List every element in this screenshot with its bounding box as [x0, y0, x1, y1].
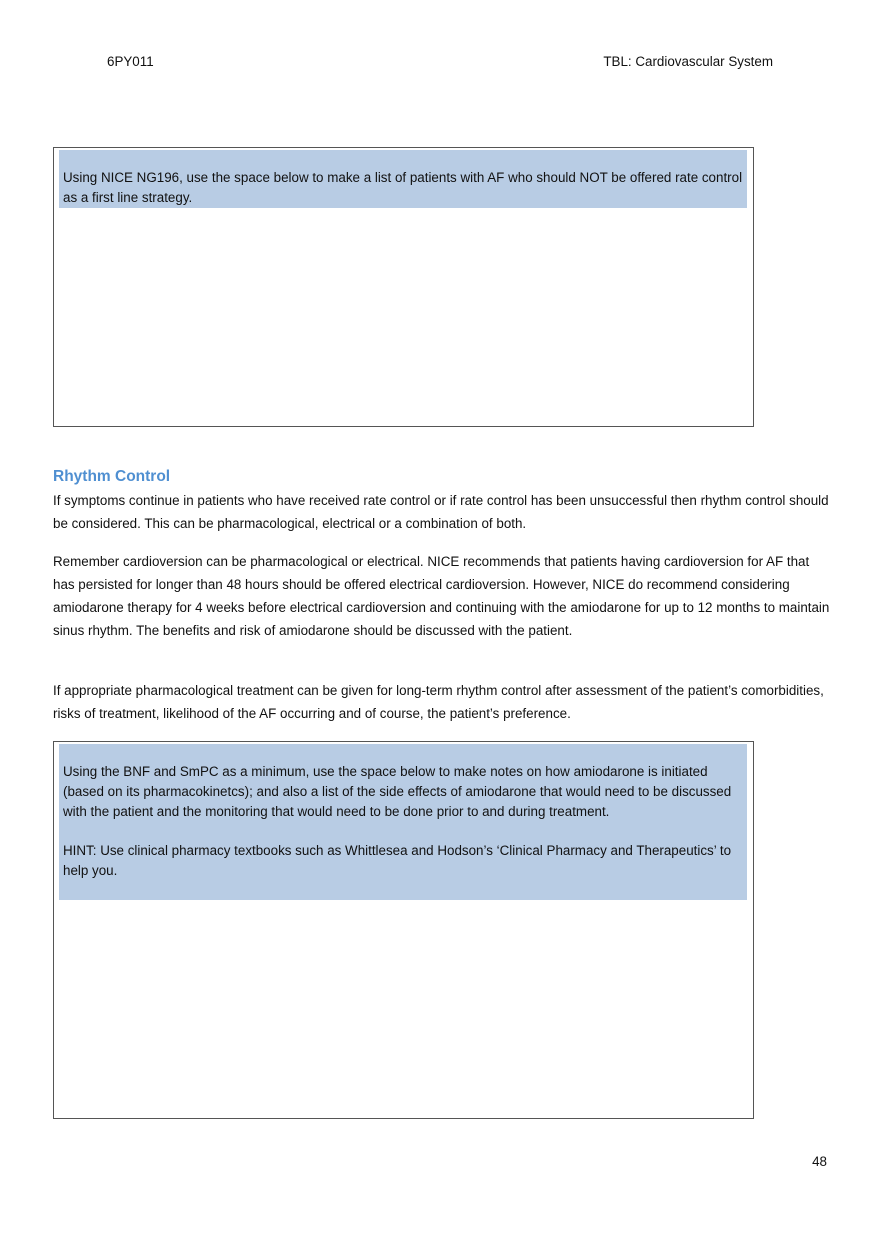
answer-box-rate-control[interactable]	[53, 147, 754, 427]
prompt-band	[59, 744, 747, 900]
paragraph: If symptoms continue in patients who have received rate control or if rate control has been unsuccessful then rhythm control should be considered. This can be pharmacological, electrical or a combination of both.	[53, 493, 829, 531]
header-title: TBL: Cardiovascular System	[603, 54, 773, 69]
prompt-text: Using the BNF and SmPC as a minimum, use the space below to make notes on how amiodarone is initiated (based on its pharmacokinetcs); and also a list of the side effects of amiodarone that would need to be discussed with the patient and the monitoring that would need to be done prior to and during treatment.	[63, 764, 732, 819]
prompt-text: Using NICE NG196, use the space below to make a list of patients with AF who should NOT be offered rate control as a first line strategy.	[63, 170, 743, 205]
hint-text: HINT: Use clinical pharmacy textbooks such as Whittlesea and Hodson’s ‘Clinical Pharmacy and Therapeutics’ to help you.	[63, 843, 732, 878]
prompt-band	[59, 150, 747, 208]
section-heading: Rhythm Control	[53, 468, 171, 485]
header-course-code: 6PY011	[107, 54, 154, 69]
page-number: 48	[812, 1154, 827, 1169]
paragraph: Remember cardioversion can be pharmacological or electrical. NICE recommends that patients having cardioversion for AF that has persisted for longer than 48 hours should be offered electrical cardioversion. However, NICE do recommend considering amiodarone therapy for 4 weeks before electrical cardioversion and continuing with the amiodarone for up to 12 months to maintain sinus rhythm. The benefits and risk of amiodarone should be discussed with the patient.	[53, 554, 830, 638]
paragraph: If appropriate pharmacological treatment can be given for long-term rhythm control after assessment of the patient’s comorbidities, risks of treatment, likelihood of the AF occurring and of course, the patient’s preference.	[53, 683, 824, 721]
answer-box-amiodarone[interactable]	[53, 741, 754, 1119]
